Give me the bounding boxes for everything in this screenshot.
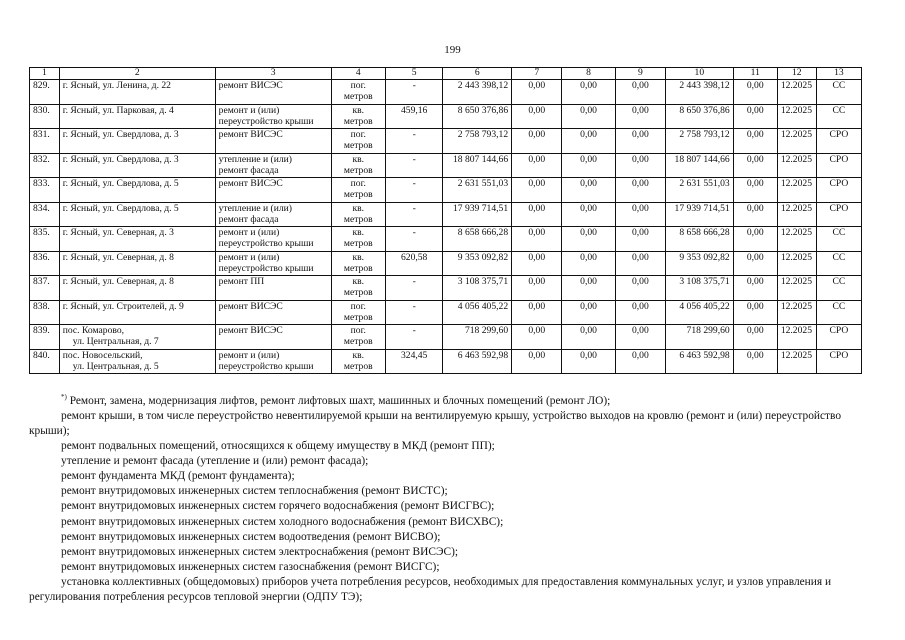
work-type-cell <box>215 251 331 276</box>
address-line: г. Ясный, ул. Северная, д. 3 <box>62 227 174 238</box>
method-cell: СС <box>816 251 861 276</box>
total-cost-cell: 2 758 793,12 <box>443 129 512 154</box>
total-cost-cell: 2 443 398,12 <box>443 80 512 105</box>
amount-cell: 0,00 <box>615 129 665 154</box>
amount-cell: 0,00 <box>733 129 777 154</box>
work-type-line: ремонт фасада <box>218 213 279 225</box>
fund-amount-cell: 3 108 375,71 <box>666 276 734 301</box>
method-cell: СРО <box>816 129 861 154</box>
address-line: г. Ясный, ул. Северная, д. 8 <box>62 251 174 263</box>
work-type-line: ремонт ВИСЭС <box>218 129 283 140</box>
table-row <box>30 300 862 325</box>
unit-line: метров <box>343 140 373 151</box>
address-line: г. Ясный, ул. Парковая, д. 4 <box>62 104 174 116</box>
table-row <box>30 178 862 203</box>
amount-cell: 0,00 <box>512 276 562 301</box>
unit-cell <box>331 325 385 350</box>
amount-cell: 0,00 <box>615 251 665 276</box>
row-number: 834. <box>30 202 60 227</box>
amount-cell: 0,00 <box>512 227 562 252</box>
unit-cell <box>331 300 385 325</box>
table-row <box>30 129 862 154</box>
amount-cell: 0,00 <box>615 80 665 105</box>
unit-line: метров <box>343 115 373 127</box>
address-cell <box>59 325 215 350</box>
unit-cell <box>331 129 385 154</box>
amount-cell: 0,00 <box>562 227 615 252</box>
quantity-cell: - <box>385 325 442 350</box>
fund-amount-cell: 2 758 793,12 <box>666 129 734 154</box>
deadline-cell: 12.2025 <box>777 227 816 252</box>
fund-amount-cell: 4 056 405,22 <box>666 300 734 325</box>
amount-cell: 0,00 <box>733 80 777 105</box>
unit-line: кв. <box>352 202 365 214</box>
unit-line: кв. <box>352 349 365 361</box>
unit-line: метров <box>343 91 373 102</box>
row-number: 835. <box>30 227 60 252</box>
deadline-cell: 12.2025 <box>777 276 816 301</box>
method-cell: СРО <box>816 178 861 203</box>
column-number-row <box>30 68 862 80</box>
quantity-cell: - <box>385 276 442 301</box>
quantity-cell: 620,58 <box>385 251 442 276</box>
amount-cell: 0,00 <box>512 202 562 227</box>
quantity-cell: 459,16 <box>385 104 442 129</box>
footnote-line: ремонт внутридомовых инженерных систем водоотведения (ремонт ВИСВО); <box>61 530 441 543</box>
row-number: 838. <box>30 300 60 325</box>
work-type-cell <box>215 178 331 203</box>
work-type-line: ремонт и (или) <box>218 104 280 116</box>
unit-cell <box>331 251 385 276</box>
footnote-line: ремонт внутридомовых инженерных систем электроснабжения (ремонт ВИСЭС); <box>61 545 459 558</box>
unit-cell <box>331 153 385 178</box>
amount-cell: 0,00 <box>615 349 665 374</box>
work-type-line: утепление и (или) <box>218 153 293 165</box>
work-type-line: ремонт ВИСЭС <box>218 325 283 336</box>
amount-cell: 0,00 <box>562 300 615 325</box>
total-cost-cell: 9 353 092,82 <box>443 251 512 276</box>
address-cell <box>59 227 215 252</box>
column-number: 11 <box>733 68 777 80</box>
fund-amount-cell: 8 650 376,86 <box>666 104 734 129</box>
deadline-cell: 12.2025 <box>777 300 816 325</box>
fund-amount-cell: 2 631 551,03 <box>666 178 734 203</box>
footnote-text: Ремонт, замена, модернизация лифтов, ремонт лифтовых шахт, машинных и блочных помещений (ремонт ЛО); <box>66 394 611 407</box>
footnote-line <box>29 390 874 409</box>
total-cost-cell: 718 299,60 <box>443 325 512 350</box>
total-cost-cell: 2 631 551,03 <box>443 178 512 203</box>
table-row <box>30 251 862 276</box>
amount-cell: 0,00 <box>733 276 777 301</box>
work-type-line: ремонт и (или) <box>218 227 280 238</box>
method-cell: СРО <box>816 202 861 227</box>
amount-cell: 0,00 <box>733 227 777 252</box>
amount-cell: 0,00 <box>615 325 665 350</box>
table-row <box>30 104 862 129</box>
fund-amount-cell: 2 443 398,12 <box>666 80 734 105</box>
amount-cell: 0,00 <box>562 80 615 105</box>
work-type-cell <box>215 349 331 374</box>
table-row <box>30 276 862 301</box>
total-cost-cell: 8 658 666,28 <box>443 227 512 252</box>
unit-line: пог. <box>350 300 366 312</box>
total-cost-cell: 6 463 592,98 <box>443 349 512 374</box>
amount-cell: 0,00 <box>615 178 665 203</box>
work-type-cell <box>215 276 331 301</box>
address-line: пос. Комарово, <box>62 325 125 336</box>
unit-line: кв. <box>352 153 365 165</box>
unit-cell <box>331 349 385 374</box>
address-line: г. Ясный, ул. Ленина, д. 22 <box>62 80 171 91</box>
footnote-line: ремонт подвальных помещений, относящихся к общему имуществу в МКД (ремонт ПП); <box>61 440 495 453</box>
address-line: ул. Центральная, д. 5 <box>72 360 159 372</box>
row-number: 833. <box>30 178 60 203</box>
amount-cell: 0,00 <box>562 325 615 350</box>
address-cell <box>59 251 215 276</box>
amount-cell: 0,00 <box>733 178 777 203</box>
footnote-line: ремонт внутридомовых инженерных систем холодного водоснабжения (ремонт ВИСХВС); <box>61 515 504 528</box>
unit-line: пог. <box>350 178 366 189</box>
work-type-cell <box>215 153 331 178</box>
footnote-line: установка коллективных (общедомовых) приборов учета потребления ресурсов, необходимых для предоставления коммунальных услуг, и узлов управления и регулирования потребления ресурсов тепловой энергии (ОДПУ ТЭ); <box>29 575 832 604</box>
column-number: 10 <box>666 68 734 80</box>
work-type-line: ремонт ПП <box>218 276 265 287</box>
amount-cell: 0,00 <box>562 276 615 301</box>
address-cell <box>59 178 215 203</box>
method-cell: СС <box>816 276 861 301</box>
work-type-line: переустройство крыши <box>218 360 314 372</box>
deadline-cell: 12.2025 <box>777 104 816 129</box>
unit-line: кв. <box>352 227 365 238</box>
method-cell: СРО <box>816 153 861 178</box>
column-number: 1 <box>30 68 60 80</box>
amount-cell: 0,00 <box>615 227 665 252</box>
unit-line: метров <box>343 287 373 298</box>
address-line: г. Ясный, ул. Свердлова, д. 3 <box>62 153 179 165</box>
amount-cell: 0,00 <box>733 349 777 374</box>
work-type-cell <box>215 80 331 105</box>
method-cell: СРО <box>816 325 861 350</box>
address-line: г. Ясный, ул. Свердлова, д. 5 <box>62 178 179 189</box>
total-cost-cell: 3 108 375,71 <box>443 276 512 301</box>
quantity-cell: - <box>385 153 442 178</box>
table-row <box>30 349 862 374</box>
fund-amount-cell: 17 939 714,51 <box>666 202 734 227</box>
method-cell: СС <box>816 300 861 325</box>
column-number: 4 <box>331 68 385 80</box>
table-row <box>30 325 862 350</box>
amount-cell: 0,00 <box>562 202 615 227</box>
amount-cell: 0,00 <box>615 276 665 301</box>
work-type-cell <box>215 129 331 154</box>
address-cell <box>59 129 215 154</box>
deadline-cell: 12.2025 <box>777 178 816 203</box>
address-cell <box>59 80 215 105</box>
unit-cell <box>331 178 385 203</box>
row-number: 832. <box>30 153 60 178</box>
unit-cell <box>331 276 385 301</box>
work-type-line: утепление и (или) <box>218 202 293 214</box>
address-line: г. Ясный, ул. Северная, д. 8 <box>62 276 174 287</box>
unit-line: метров <box>343 336 373 347</box>
deadline-cell: 12.2025 <box>777 349 816 374</box>
work-type-line: ремонт ВИСЭС <box>218 178 283 189</box>
amount-cell: 0,00 <box>733 325 777 350</box>
amount-cell: 0,00 <box>733 104 777 129</box>
table-body <box>30 80 862 374</box>
fund-amount-cell: 8 658 666,28 <box>666 227 734 252</box>
unit-line: метров <box>343 164 373 176</box>
amount-cell: 0,00 <box>562 153 615 178</box>
footnote-line: ремонт внутридомовых инженерных систем газоснабжения (ремонт ВИСГС); <box>61 560 440 573</box>
unit-line: пог. <box>350 129 366 140</box>
amount-cell: 0,00 <box>512 349 562 374</box>
column-number: 2 <box>59 68 215 80</box>
unit-cell <box>331 202 385 227</box>
amount-cell: 0,00 <box>615 104 665 129</box>
deadline-cell: 12.2025 <box>777 251 816 276</box>
deadline-cell: 12.2025 <box>777 325 816 350</box>
address-line: г. Ясный, ул. Свердлова, д. 3 <box>62 129 179 140</box>
address-cell <box>59 202 215 227</box>
address-cell <box>59 153 215 178</box>
table-row <box>30 227 862 252</box>
unit-line: метров <box>343 311 373 323</box>
amount-cell: 0,00 <box>733 251 777 276</box>
footnote-line: ремонт внутридомовых инженерных систем теплоснабжения (ремонт ВИСТС); <box>61 485 448 498</box>
column-number: 3 <box>215 68 331 80</box>
amount-cell: 0,00 <box>615 202 665 227</box>
column-number: 6 <box>443 68 512 80</box>
amount-cell: 0,00 <box>562 349 615 374</box>
amount-cell: 0,00 <box>733 300 777 325</box>
fund-amount-cell: 718 299,60 <box>666 325 734 350</box>
work-type-line: ремонт ВИСЭС <box>218 80 283 91</box>
column-number: 8 <box>562 68 615 80</box>
table-row <box>30 80 862 105</box>
address-line: г. Ясный, ул. Свердлова, д. 5 <box>62 202 179 214</box>
row-number: 837. <box>30 276 60 301</box>
fund-amount-cell: 6 463 592,98 <box>666 349 734 374</box>
unit-cell <box>331 80 385 105</box>
repair-schedule-table <box>29 67 862 374</box>
total-cost-cell: 18 807 144,66 <box>443 153 512 178</box>
footnotes <box>29 390 874 605</box>
row-number: 836. <box>30 251 60 276</box>
amount-cell: 0,00 <box>615 153 665 178</box>
row-number: 830. <box>30 104 60 129</box>
amount-cell: 0,00 <box>512 129 562 154</box>
address-cell <box>59 276 215 301</box>
quantity-cell: - <box>385 80 442 105</box>
column-number: 12 <box>777 68 816 80</box>
fund-amount-cell: 18 807 144,66 <box>666 153 734 178</box>
table-row <box>30 202 862 227</box>
deadline-cell: 12.2025 <box>777 80 816 105</box>
unit-line: метров <box>343 262 373 274</box>
method-cell: СС <box>816 80 861 105</box>
page-number: 199 <box>444 44 461 56</box>
column-number: 13 <box>816 68 861 80</box>
quantity-cell: - <box>385 202 442 227</box>
work-type-line: ремонт и (или) <box>218 349 280 361</box>
amount-cell: 0,00 <box>562 129 615 154</box>
amount-cell: 0,00 <box>512 178 562 203</box>
footnote-line: утепление и ремонт фасада (утепление и (или) ремонт фасада); <box>61 455 369 468</box>
unit-line: метров <box>343 238 373 249</box>
address-line: пос. Новосельский, <box>62 349 143 361</box>
amount-cell: 0,00 <box>512 104 562 129</box>
work-type-line: переустройство крыши <box>218 262 314 274</box>
work-type-line: ремонт фасада <box>218 164 279 176</box>
work-type-cell <box>215 202 331 227</box>
unit-line: метров <box>343 360 373 372</box>
quantity-cell: - <box>385 178 442 203</box>
work-type-line: переустройство крыши <box>218 115 314 127</box>
quantity-cell: - <box>385 300 442 325</box>
total-cost-cell: 17 939 714,51 <box>443 202 512 227</box>
row-number: 831. <box>30 129 60 154</box>
work-type-cell <box>215 325 331 350</box>
row-number: 839. <box>30 325 60 350</box>
column-number: 9 <box>615 68 665 80</box>
amount-cell: 0,00 <box>512 251 562 276</box>
unit-line: пог. <box>350 325 366 336</box>
unit-line: метров <box>343 189 373 200</box>
unit-line: метров <box>343 213 373 225</box>
unit-line: пог. <box>350 80 366 91</box>
quantity-cell: - <box>385 227 442 252</box>
footnote-line: ремонт фундамента МКД (ремонт фундамента); <box>61 470 295 483</box>
amount-cell: 0,00 <box>733 202 777 227</box>
amount-cell: 0,00 <box>562 251 615 276</box>
amount-cell: 0,00 <box>562 178 615 203</box>
address-cell <box>59 300 215 325</box>
amount-cell: 0,00 <box>512 325 562 350</box>
address-line: ул. Центральная, д. 7 <box>72 336 159 347</box>
work-type-cell <box>215 104 331 129</box>
quantity-cell: 324,45 <box>385 349 442 374</box>
unit-line: кв. <box>352 251 365 263</box>
amount-cell: 0,00 <box>512 153 562 178</box>
table-row <box>30 153 862 178</box>
row-number: 840. <box>30 349 60 374</box>
address-cell <box>59 349 215 374</box>
quantity-cell: - <box>385 129 442 154</box>
column-number: 7 <box>512 68 562 80</box>
amount-cell: 0,00 <box>562 104 615 129</box>
work-type-line: ремонт и (или) <box>218 251 280 263</box>
amount-cell: 0,00 <box>733 153 777 178</box>
work-type-line: переустройство крыши <box>218 238 314 249</box>
footnote-line: ремонт внутридомовых инженерных систем горячего водоснабжения (ремонт ВИСГВС); <box>61 500 495 513</box>
amount-cell: 0,00 <box>512 300 562 325</box>
unit-cell <box>331 104 385 129</box>
unit-cell <box>331 227 385 252</box>
work-type-line: ремонт ВИСЭС <box>218 300 283 312</box>
column-number: 5 <box>385 68 442 80</box>
amount-cell: 0,00 <box>615 300 665 325</box>
method-cell: СРО <box>816 349 861 374</box>
unit-line: кв. <box>352 276 365 287</box>
method-cell: СС <box>816 104 861 129</box>
deadline-cell: 12.2025 <box>777 202 816 227</box>
footnote-marker: *) <box>61 393 67 401</box>
row-number: 829. <box>30 80 60 105</box>
deadline-cell: 12.2025 <box>777 129 816 154</box>
address-cell <box>59 104 215 129</box>
amount-cell: 0,00 <box>512 80 562 105</box>
fund-amount-cell: 9 353 092,82 <box>666 251 734 276</box>
unit-line: кв. <box>352 104 365 116</box>
address-line: г. Ясный, ул. Строителей, д. 9 <box>62 300 184 312</box>
total-cost-cell: 8 650 376,86 <box>443 104 512 129</box>
deadline-cell: 12.2025 <box>777 153 816 178</box>
method-cell: СС <box>816 227 861 252</box>
work-type-cell <box>215 227 331 252</box>
total-cost-cell: 4 056 405,22 <box>443 300 512 325</box>
work-type-cell <box>215 300 331 325</box>
footnote-line: ремонт крыши, в том числе переустройство невентилируемой крыши на вентилируемую крышу, устройство выходов на кровлю (ремонт и (или) переустройство крыши); <box>29 409 842 437</box>
